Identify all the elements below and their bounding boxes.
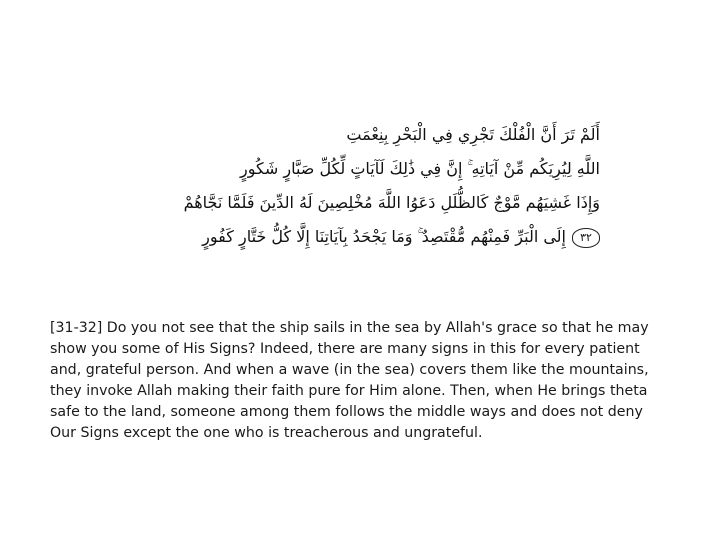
english-translation: [31-32] Do you not see that the ship sails in the sea by Allah's grace so that he may show you some of His Signs? Indeed, there are many signs in this for every patient and, grateful person. And when a wave (in the sea) covers them like the mountains, they invoke Allah making their faith pure for Him alone. Then, when He brings theta safe to the land, someone among them follows the middle ways and does not deny Our Signs except the one who is treacherous and ungrateful. xyxy=(50,320,649,441)
arabic-verse-text xyxy=(120,118,600,254)
arabic-line-3: وَإِذَا غَشِيَهُم مَّوْجٌ كَالظُّلَلِ دَعَوُا اللَّهَ مُخْلِصِينَ لَهُ الدِّينَ فَلَمَّا نَجَّاهُمْ xyxy=(183,193,600,212)
arabic-line-1: أَلَمْ تَرَ أَنَّ الْفُلْكَ تَجْرِي فِي الْبَحْرِ بِنِعْمَتِ xyxy=(346,125,600,144)
arabic-line-2: اللَّهِ لِيُرِيَكُم مِّنْ آيَاتِهِ ۚ إِنَّ فِي ذَٰلِكَ لَآيَاتٍ لِّكُلِّ صَبَّارٍ شَكُورٍ xyxy=(240,159,600,178)
arabic-line-4 xyxy=(120,220,600,254)
ayah-number-marker: ٣٢ xyxy=(572,228,600,248)
arabic-line-4-text: إِلَى الْبَرِّ فَمِنْهُم مُّقْتَصِدٌ ۚ وَمَا يَجْحَدُ بِآيَاتِنَا إِلَّا كُلُّ خَتَّارٍ كَفُورٍ xyxy=(202,227,566,246)
